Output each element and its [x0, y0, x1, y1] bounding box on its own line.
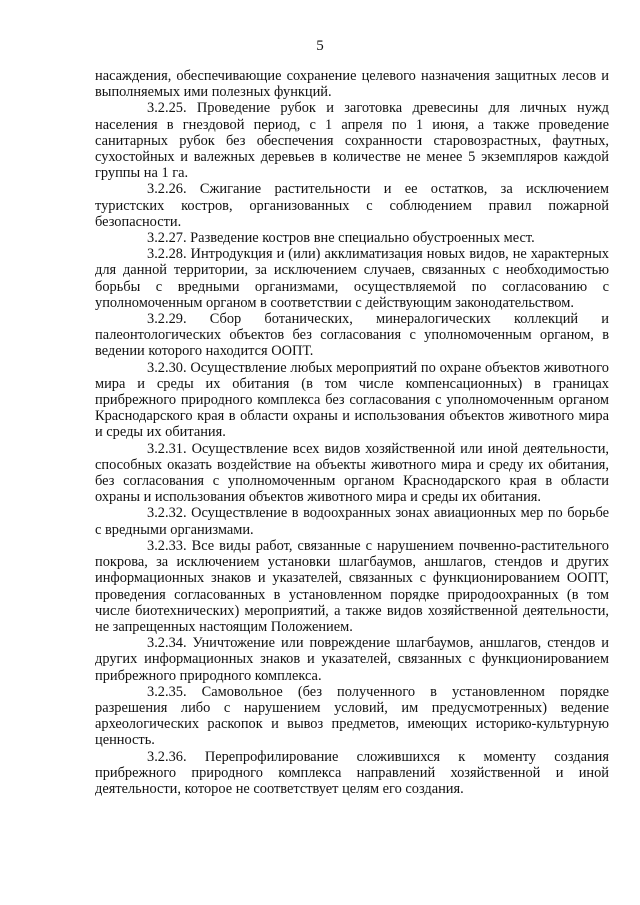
page-number: 5: [316, 38, 324, 54]
paragraph-3-2-25: 3.2.25. Проведение рубок и заготовка древесины для личных нужд населения в гнездовой период, с 1 апреля по 1 июня, а также проведение санитарных рубок без обеспечения сохранности старовозрастных, фаутных, сухостойных и валежных деревьев в количестве не менее 5 экземпляров каждой группы на 1 га.: [95, 100, 609, 182]
document-body: [95, 68, 609, 797]
paragraph-3-2-33: 3.2.33. Все виды работ, связанные с нарушением почвенно-растительного покрова, за исключением установки шлагбаумов, аншлагов, стендов и других информационных знаков и указателей, связанных с функционированием ООПТ, проведения согласованных в установленном порядке природоохранных (в том числе биотехнических) мероприятий, а также видов хозяйственной деятельности, не запрещенных настоящим Положением.: [95, 537, 609, 635]
paragraph-3-2-32: 3.2.32. Осуществление в водоохранных зонах авиационных мер по борьбе с вредными организмами.: [95, 505, 609, 538]
paragraph-3-2-28: 3.2.28. Интродукция и (или) акклиматизация новых видов, не характерных для данной территории, за исключением случаев, связанных с необходимостью борьбы с вредными организмами, осуществляемой по согласованию с уполномоченным органом в соответствии с действующим законодательством.: [95, 246, 609, 311]
paragraph-3-2-36: 3.2.36. Перепрофилирование сложившихся к моменту создания прибрежного природного комплекса направлений хозяйственной и иной деятельности, которое не соответствует целям его создания.: [95, 748, 609, 797]
paragraph-continuation: насаждения, обеспечивающие сохранение целевого назначения защитных лесов и выполняемых ими полезных функций.: [95, 68, 609, 101]
paragraph-3-2-30: 3.2.30. Осуществление любых мероприятий по охране объектов животного мира и среды их обитания (в том числе компенсационных) в границах прибрежного природного комплекса без согласования с уполномоченным органом Краснодарского края в области охраны и использования объектов животного мира и среды их обитания.: [95, 359, 609, 441]
paragraph-3-2-35: 3.2.35. Самовольное (без полученного в установленном порядке разрешения либо с нарушением условий, им предусмотренных) ведение археологических раскопок и вывоз предметов, имеющих историко-культурную ценность.: [95, 683, 609, 749]
paragraph-3-2-26: 3.2.26. Сжигание растительности и ее остатков, за исключением туристских костров, организованных с соблюдением правил пожарной безопасности.: [95, 181, 609, 230]
paragraph-3-2-29: 3.2.29. Сбор ботанических, минералогических коллекций и палеонтологических объектов без согласования с уполномоченным органом, в ведении которого находится ООПТ.: [95, 311, 609, 360]
paragraph-3-2-27: 3.2.27. Разведение костров вне специально обустроенных мест.: [147, 230, 535, 247]
paragraph-3-2-34: 3.2.34. Уничтожение или повреждение шлагбаумов, аншлагов, стендов и других информационных знаков и указателей, связанных с функционированием прибрежного природного комплекса.: [95, 635, 609, 684]
paragraph-3-2-31: 3.2.31. Осуществление всех видов хозяйственной или иной деятельности, способных оказать воздействие на объекты животного мира и среду их обитания, без согласования с уполномоченным органом Краснодарского края в области охраны и использования объектов животного мира и среды их обитания.: [95, 440, 609, 506]
